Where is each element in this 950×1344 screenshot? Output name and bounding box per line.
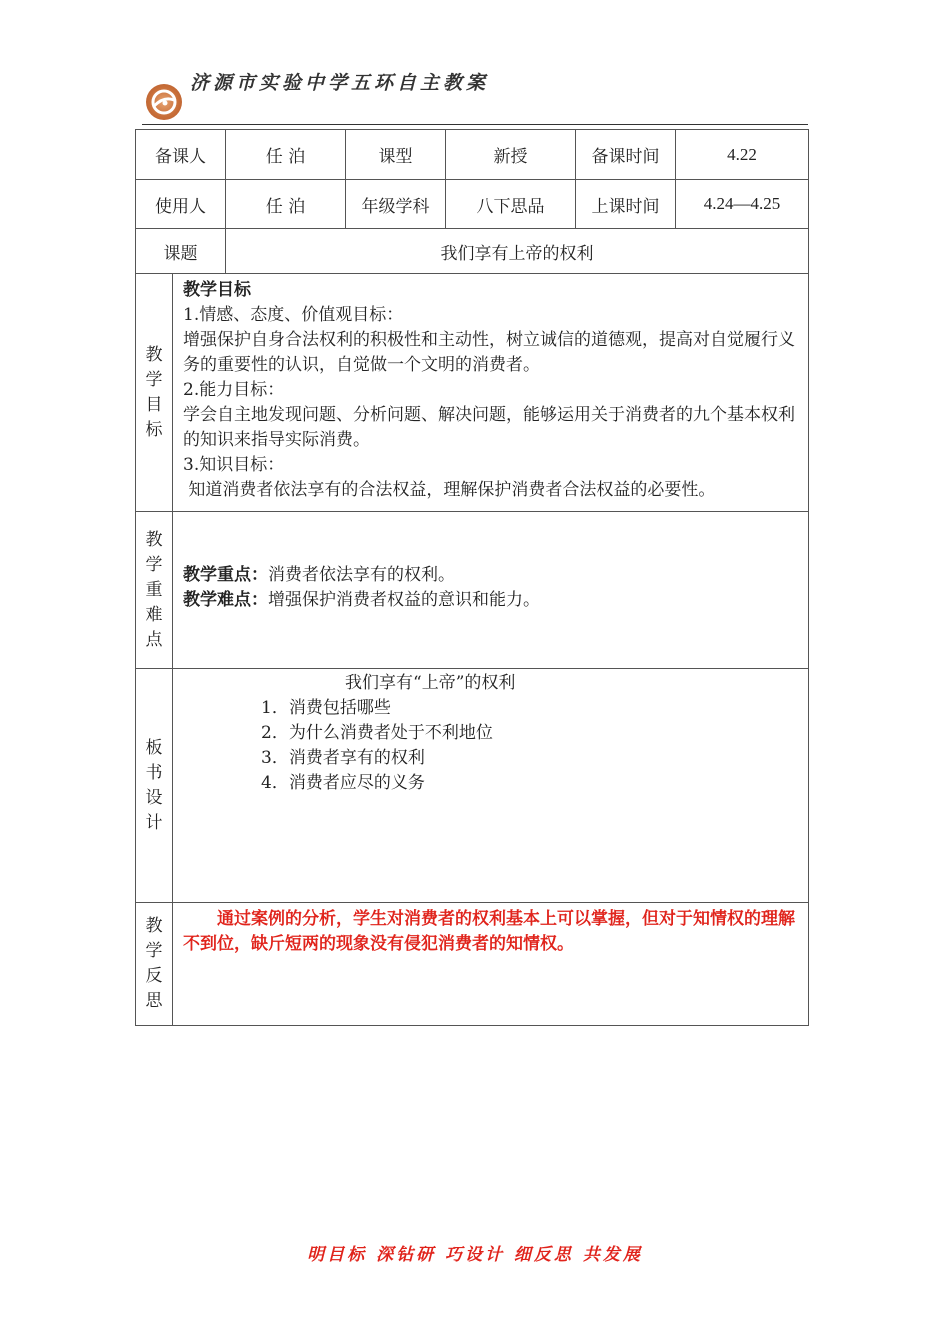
board-row — [136, 669, 809, 903]
reflection-text: 通过案例的分析，学生对消费者的权利基本上可以掌握，但对于知情权的理解不到位，缺斤短两的现象没有侵犯消费者的知情权。 — [183, 909, 795, 954]
lesson-type-value: 新授 — [446, 130, 576, 180]
prep-time-value: 4.22 — [676, 130, 809, 180]
goals-heading: 教学目标 — [183, 280, 251, 300]
page-header — [142, 62, 808, 126]
preparer-label: 备课人 — [136, 130, 226, 180]
goal-line: 学会自主地发现问题、分析问题、解决问题，能够运用关于消费者的九个基本权利的知识来指导实际消费。 — [183, 405, 795, 450]
goals-label: 教 学 目 标 — [136, 274, 173, 512]
school-logo-icon — [146, 84, 182, 120]
difficulty-text: 增强保护消费者权益的意识和能力。 — [268, 590, 540, 610]
user-value: 任 泊 — [226, 180, 346, 229]
board-label: 板 书 设 计 — [136, 669, 173, 903]
key-points-content — [173, 512, 809, 669]
goals-content — [173, 274, 809, 512]
key-points-label: 教 学 重 难 点 — [136, 512, 173, 669]
board-content — [173, 669, 809, 903]
goal-line: 增强保护自身合法权利的积极性和主动性，树立诚信的道德观，提高对自觉履行义务的重要性的认识，自觉做一个文明的消费者。 — [183, 330, 795, 375]
topic-row — [136, 229, 809, 274]
header-rule — [142, 124, 808, 125]
focus-text: 消费者依法享有的权利。 — [268, 565, 455, 585]
meta-row-1 — [136, 130, 809, 180]
focus-line — [183, 563, 802, 588]
lesson-type-label: 课型 — [346, 130, 446, 180]
goal-line: 2.能力目标： — [183, 380, 285, 400]
grade-label: 年级学科 — [346, 180, 446, 229]
meta-row-2 — [136, 180, 809, 229]
difficulty-line — [183, 588, 802, 613]
reflection-content — [173, 903, 809, 1026]
prep-time-label: 备课时间 — [576, 130, 676, 180]
goal-line: 3.知识目标： — [183, 455, 285, 475]
reflection-row — [136, 903, 809, 1026]
board-item: 1．消费包括哪些 — [261, 698, 391, 718]
grade-value: 八下思品 — [446, 180, 576, 229]
board-item: 2．为什么消费者处于不利地位 — [261, 723, 493, 743]
board-list — [173, 696, 808, 796]
focus-label: 教学重点： — [183, 565, 268, 585]
lesson-plan-table — [135, 129, 809, 1026]
school-title: 济源市实验中学五环自主教案 — [190, 72, 490, 94]
key-points-row — [136, 512, 809, 669]
board-title: 我们享有“上帝”的权利 — [345, 673, 516, 693]
class-time-value: 4.24—4.25 — [676, 180, 809, 229]
preparer-value: 任 泊 — [226, 130, 346, 180]
topic-value: 我们享有上帝的权利 — [226, 229, 809, 274]
board-item: 3．消费者享有的权利 — [261, 748, 425, 768]
difficulty-label: 教学难点： — [183, 590, 268, 610]
goal-line: 知道消费者依法享有的合法权益，理解保护消费者合法权益的必要性。 — [183, 480, 716, 500]
footer-motto: 明目标 深钻研 巧设计 细反思 共发展 — [307, 1245, 643, 1265]
reflection-label: 教 学 反 思 — [136, 903, 173, 1026]
user-label: 使用人 — [136, 180, 226, 229]
board-item: 4．消费者应尽的义务 — [261, 773, 425, 793]
goal-line: 1.情感、态度、价值观目标： — [183, 305, 404, 325]
goals-row — [136, 274, 809, 512]
topic-label: 课题 — [136, 229, 226, 274]
class-time-label: 上课时间 — [576, 180, 676, 229]
